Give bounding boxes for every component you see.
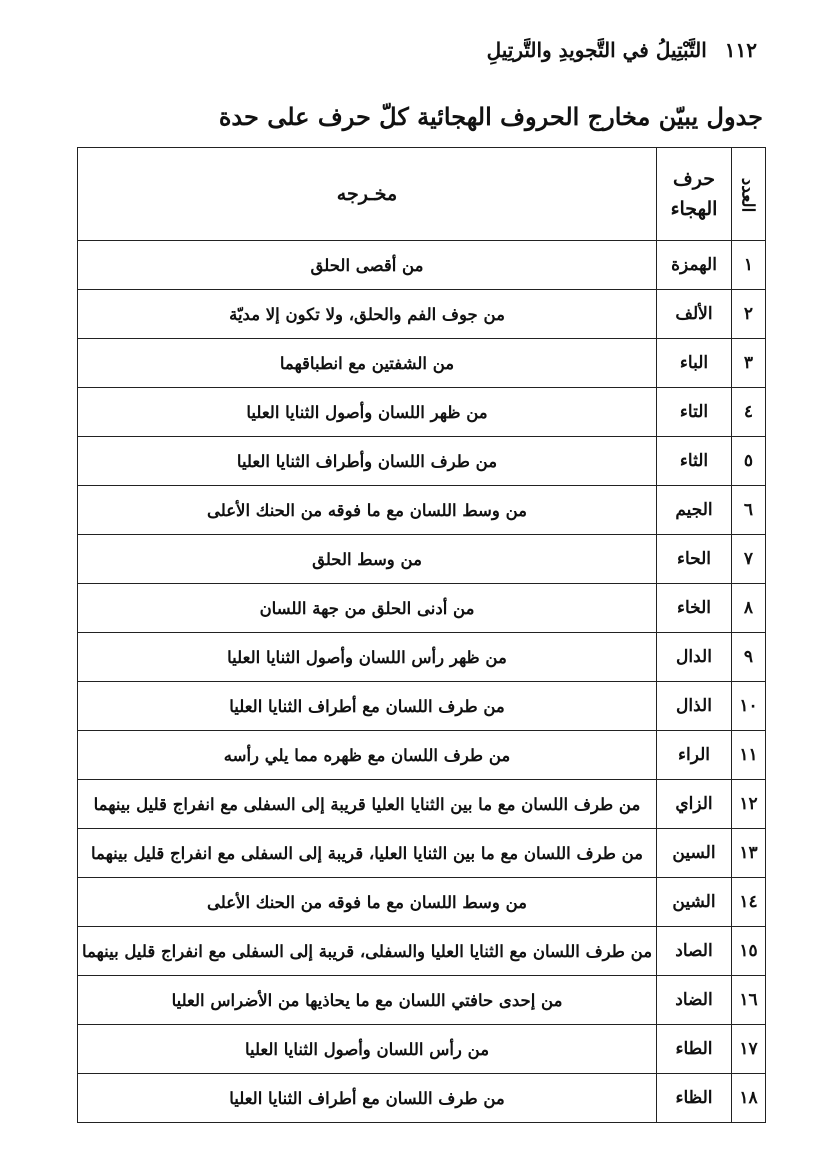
row-letter: التاء xyxy=(657,388,732,437)
row-makhraj: من ظهر اللسان وأصول الثنايا العليا xyxy=(78,388,657,437)
row-letter: الجيم xyxy=(657,486,732,535)
row-makhraj: من طرف اللسان مع ما بين الثنايا العليا، قريبة إلى السفلى مع انفراج قليل بينهما xyxy=(78,829,657,878)
row-letter: الألف xyxy=(657,290,732,339)
row-letter: الذال xyxy=(657,682,732,731)
table-row xyxy=(78,829,766,878)
row-number: ٦ xyxy=(732,486,766,535)
row-number: ٣ xyxy=(732,339,766,388)
row-makhraj: من أدنى الحلق من جهة اللسان xyxy=(78,584,657,633)
row-makhraj: من أقصى الحلق xyxy=(78,241,657,290)
row-number: ١٦ xyxy=(732,976,766,1025)
row-makhraj: من طرف اللسان مع أطراف الثنايا العليا xyxy=(78,1074,657,1123)
row-number: ١٥ xyxy=(732,927,766,976)
table-row xyxy=(78,633,766,682)
makharij-table xyxy=(77,147,766,1123)
row-letter: الحاء xyxy=(657,535,732,584)
row-letter: الثاء xyxy=(657,437,732,486)
row-makhraj: من الشفتين مع انطباقهما xyxy=(78,339,657,388)
row-makhraj: من جوف الفم والحلق، ولا تكون إلا مديّة xyxy=(78,290,657,339)
row-letter: الضاد xyxy=(657,976,732,1025)
header-makhraj: مخـرجه xyxy=(78,148,657,241)
row-number: ١٠ xyxy=(732,682,766,731)
table-row xyxy=(78,437,766,486)
row-number: ٥ xyxy=(732,437,766,486)
table-title: جدول يبيّن مخارج الحروف الهجائية كلّ حرف على حدة xyxy=(218,102,763,131)
table-row xyxy=(78,535,766,584)
table-row xyxy=(78,339,766,388)
row-number: ٢ xyxy=(732,290,766,339)
row-makhraj: من طرف اللسان مع الثنايا العليا والسفلى، قريبة إلى السفلى مع انفراج قليل بينهما xyxy=(78,927,657,976)
row-makhraj: من رأس اللسان وأصول الثنايا العليا xyxy=(78,1025,657,1074)
table-row xyxy=(78,731,766,780)
table-row xyxy=(78,780,766,829)
row-letter: الدال xyxy=(657,633,732,682)
row-number: ١٤ xyxy=(732,878,766,927)
row-letter: الباء xyxy=(657,339,732,388)
row-makhraj: من طرف اللسان مع أطراف الثنايا العليا xyxy=(78,682,657,731)
table-row xyxy=(78,241,766,290)
table-row xyxy=(78,1025,766,1074)
table-row xyxy=(78,584,766,633)
row-letter: السين xyxy=(657,829,732,878)
header-num: العدد xyxy=(732,148,766,241)
row-letter: الطاء xyxy=(657,1025,732,1074)
row-makhraj: من ظهر رأس اللسان وأصول الثنايا العليا xyxy=(78,633,657,682)
table-row xyxy=(78,486,766,535)
row-number: ١٣ xyxy=(732,829,766,878)
table-row xyxy=(78,682,766,731)
row-number: ٨ xyxy=(732,584,766,633)
header-letter: حرف الهجاء xyxy=(657,148,732,241)
row-letter: الهمزة xyxy=(657,241,732,290)
row-makhraj: من إحدى حافتي اللسان مع ما يحاذيها من الأضراس العليا xyxy=(78,976,657,1025)
table-row xyxy=(78,976,766,1025)
table-row xyxy=(78,927,766,976)
row-number: ١٢ xyxy=(732,780,766,829)
table-row xyxy=(78,1074,766,1123)
row-makhraj: من طرف اللسان مع ما بين الثنايا العليا قريبة إلى السفلى مع انفراج قليل بينهما xyxy=(78,780,657,829)
row-makhraj: من طرف اللسان مع ظهره مما يلي رأسه xyxy=(78,731,657,780)
table-row xyxy=(78,388,766,437)
row-number: ١١ xyxy=(732,731,766,780)
row-number: ١ xyxy=(732,241,766,290)
row-makhraj: من وسط اللسان مع ما فوقه من الحنك الأعلى xyxy=(78,486,657,535)
page-number: ١١٢ xyxy=(724,38,757,62)
row-makhraj: من وسط اللسان مع ما فوقه من الحنك الأعلى xyxy=(78,878,657,927)
row-makhraj: من طرف اللسان وأطراف الثنايا العليا xyxy=(78,437,657,486)
running-title: التَّبْتِيلُ في التَّجويدِ والتَّرتِيلِ xyxy=(486,38,707,62)
row-letter: الخاء xyxy=(657,584,732,633)
row-number: ٧ xyxy=(732,535,766,584)
row-number: ١٧ xyxy=(732,1025,766,1074)
row-letter: الراء xyxy=(657,731,732,780)
row-letter: الظاء xyxy=(657,1074,732,1123)
row-makhraj: من وسط الحلق xyxy=(78,535,657,584)
row-letter: الصاد xyxy=(657,927,732,976)
row-number: ١٨ xyxy=(732,1074,766,1123)
table-header-row xyxy=(78,148,766,241)
page-header xyxy=(487,38,757,62)
row-number: ٩ xyxy=(732,633,766,682)
row-number: ٤ xyxy=(732,388,766,437)
row-letter: الزاي xyxy=(657,780,732,829)
table-row xyxy=(78,878,766,927)
table-row xyxy=(78,290,766,339)
row-letter: الشين xyxy=(657,878,732,927)
